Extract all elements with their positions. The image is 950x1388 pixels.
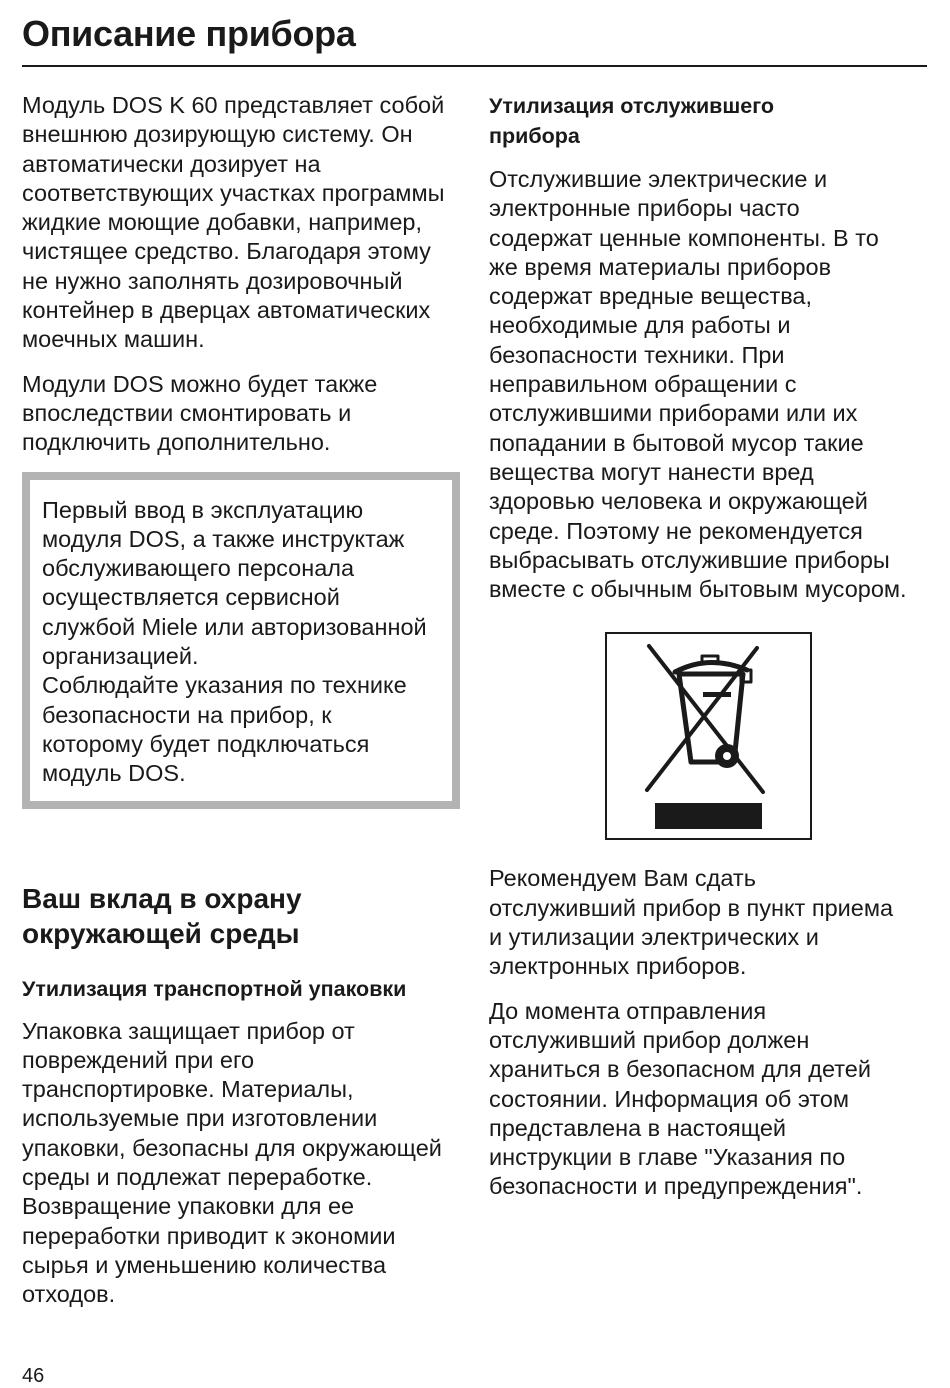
modules-paragraph: Модули DOS можно будет также впоследствии смонтировать и подключить дополнительно. — [22, 370, 378, 456]
environment-heading: Ваш вклад в охрану окружающей среды — [22, 882, 302, 949]
left-column — [22, 91, 462, 1310]
disposal-heading: Утилизация отслужившего прибора — [489, 94, 775, 148]
recommendation-paragraph: Рекомендуем Вам сдать отслуживший прибор в пункт приема и утилизации электрических и электронных приборов. — [489, 865, 894, 980]
storage-paragraph: До момента отправления отслуживший прибор должен храниться в безопасном для детей состоянии. Информация об этом представлена в настоящей инструкции в главе "Указания по безопасности и предупреждения". — [489, 997, 872, 1200]
title-divider — [22, 65, 927, 67]
note-box — [22, 472, 460, 809]
right-column — [489, 91, 929, 1202]
disposal-paragraph: Отслужившие электрические и электронные приборы часто содержат ценные компоненты. В то же время материалы приборов содержат вредные вещества, необходимые для работы и безопасности техники. При неправильном обращении с отслужившими приборами или их попадании в бытовой мусор такие вещества могут нанести вред здоровью человека и окружающей среде. Поэтому не рекомендуется выбрасывать отслужившие приборы вместе с обычным бытовым мусором. — [489, 166, 907, 603]
note-text: Первый ввод в эксплуатацию модуля DOS, а также инструктаж обслуживающего персонала осуществляется сервисной службой Miele или авторизованной организацией. Соблюдайте указания по технике безопасности на прибор, к которому будет подключаться модуль DOS. — [42, 496, 427, 787]
packaging-heading: Утилизация транспортной упаковки — [22, 976, 407, 1001]
page-number: 46 — [22, 1365, 45, 1387]
crossed-out-wheelie-bin-icon — [605, 632, 812, 840]
page-title: Описание прибора — [22, 13, 356, 54]
packaging-paragraph: Упаковка защищает прибор от повреждений при его транспортировке. Материалы, используемые при изготовлении упаковки, безопасны для окружающей среды и подлежат переработке. Возвращение упаковки для ее переработки приводит к экономии сырья и уменьшению количества отходов. — [22, 1017, 442, 1308]
intro-paragraph: Модуль DOS K 60 представляет собой внешнюю дозирующую систему. Он автоматически дозирует на соответствующих участках программы жидкие моющие добавки, например, чистящее средство. Благодаря этому не нужно заполнять дозировочный контейнер в дверцах автоматических моечных машин. — [22, 92, 445, 353]
